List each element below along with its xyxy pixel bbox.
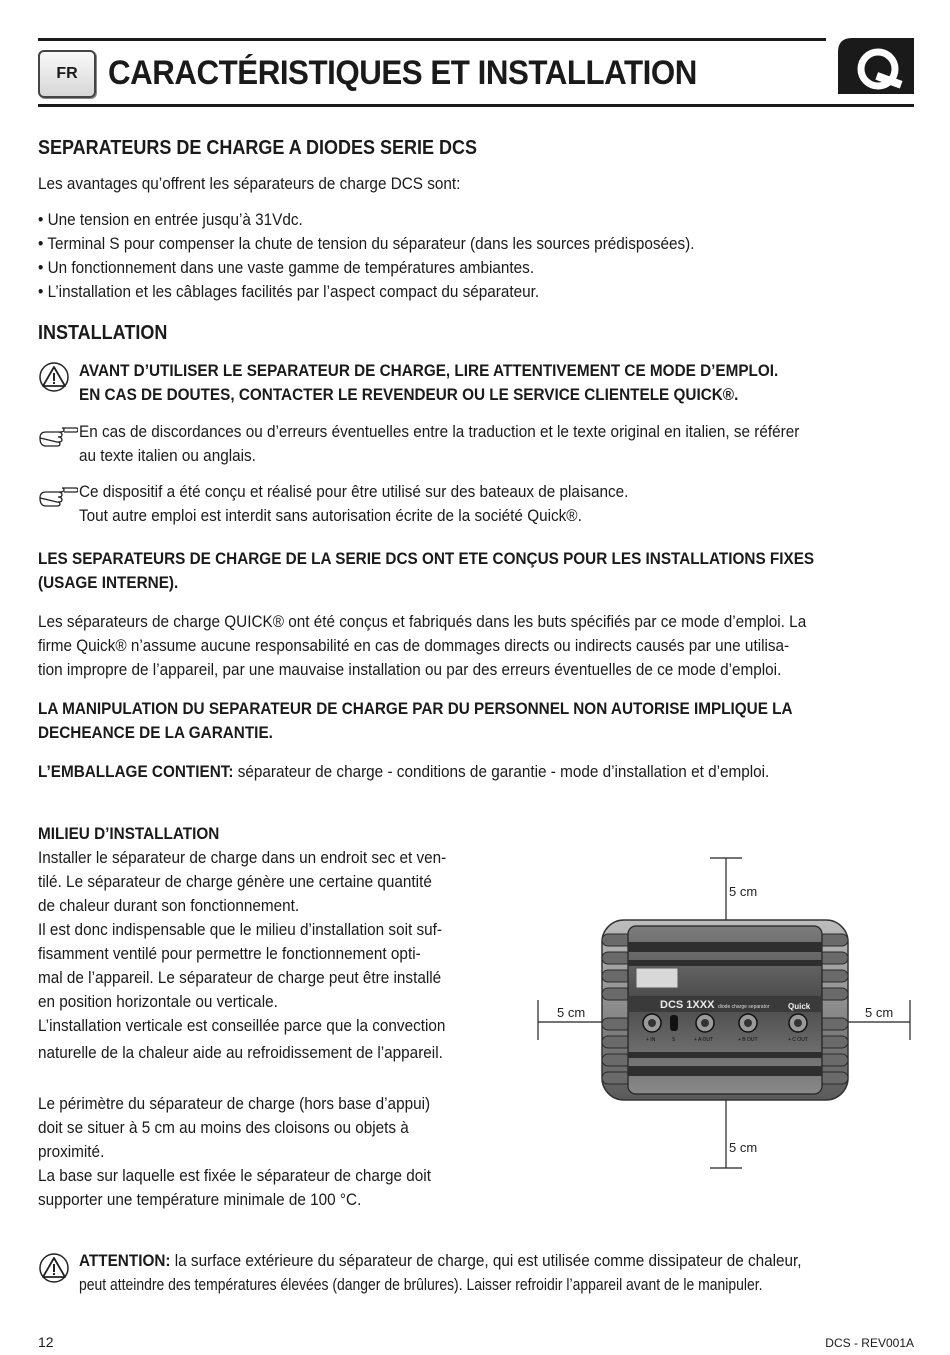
warning-icon [38,1253,70,1283]
subheading-milieu: MILIEU D’INSTALLATION [38,824,220,843]
milieu-line: fisamment ventilé pour permettre le fonctionnement opti- [38,944,421,963]
attention-text: la surface extérieure du séparateur de charge, qui est utilisée comme dissipateur de chaleur, [170,1251,802,1270]
package-label: L’EMBALLAGE CONTIENT: [38,762,234,781]
warranty-warning-line: LA MANIPULATION DU SEPARATEUR DE CHARGE PAR DU PERSONNEL NON AUTORISE IMPLIQUE LA [38,699,793,718]
milieu-line: tilé. Le séparateur de charge génère une certaine quantité [38,872,432,891]
milieu-line: de chaleur durant son fonctionnement. [38,896,300,915]
quick-logo-icon [838,38,914,94]
attention-line [79,1249,802,1273]
fixed-install-line: (USAGE INTERNE). [38,573,179,592]
charge-separator-device [602,920,848,1100]
pointing-hand-icon [38,484,78,508]
note-line: au texte italien ou anglais. [79,446,256,465]
perimeter-line: proximité. [38,1142,105,1161]
dimension-label-right: 5 cm [865,1005,894,1020]
milieu-line: L’installation verticale est conseillée parce que la convection [38,1016,446,1035]
fixed-install-line: LES SEPARATEURS DE CHARGE DE LA SERIE DCS ONT ETE CONÇUS POUR LES INSTALLATIONS FIXES [38,549,815,568]
liability-paragraph-line: firme Quick® n’assume aucune responsabilité en cas de dommages directs ou indirects causés par une utilisa- [38,636,790,655]
perimeter-line: La base sur laquelle est fixée le séparateur de charge doit [38,1166,431,1185]
device-subtitle-label: diode charge separator [718,1004,770,1010]
clearance-diagram [530,850,920,1190]
note-line: En cas de discordances ou d’erreurs éventuelles entre la traduction et le texte original en italien, se référer [79,422,800,441]
section-heading-dcs: SEPARATEURS DE CHARGE A DIODES SERIE DCS [38,137,478,159]
section-heading-installation: INSTALLATION [38,322,168,344]
package-text: séparateur de charge - conditions de garantie - mode d’installation et d’emploi. [233,762,770,781]
bullet-item: • L’installation et les câblages facilités par l’aspect compact du séparateur. [38,282,540,301]
perimeter-line: doit se situer à 5 cm au moins des cloisons ou objets à [38,1118,409,1137]
milieu-line: en position horizontale ou verticale. [38,992,278,1011]
terminal-label: S [672,1037,676,1043]
terminal-label: + IN [646,1037,656,1043]
note-line: Tout autre emploi est interdit sans autorisation écrite de la société Quick®. [79,506,582,525]
package-contents [38,760,769,784]
bullet-item: • Terminal S pour compenser la chute de tension du séparateur (dans les sources prédisposées). [38,234,695,253]
header-rule-bottom [38,104,914,107]
milieu-line: Installer le séparateur de charge dans un endroit sec et ven- [38,848,447,867]
dimension-label-top: 5 cm [729,884,758,899]
liability-paragraph-line: tion impropre de l’appareil, par une mauvaise installation ou par des erreurs éventuelles de ce mode d’emploi. [38,660,782,679]
page-number: 12 [38,1334,54,1350]
perimeter-line: supporter une température minimale de 100 °C. [38,1190,362,1209]
dimension-bottom [710,1100,742,1168]
header-rule-top [38,38,826,41]
warning-line: AVANT D’UTILISER LE SEPARATEUR DE CHARGE, LIRE ATTENTIVEMENT CE MODE D’EMPLOI. [79,361,779,380]
device-model-label: DCS 1XXX [660,999,715,1011]
language-badge: FR [38,50,96,98]
page-title: CARACTÉRISTIQUES ET INSTALLATION [108,54,697,92]
intro-text: Les avantages qu’offrent les séparateurs de charge DCS sont: [38,174,461,193]
perimeter-line: Le périmètre du séparateur de charge (hors base d’appui) [38,1094,431,1113]
warning-line: EN CAS DE DOUTES, CONTACTER LE REVENDEUR OU LE SERVICE CLIENTELE QUICK®. [79,385,739,404]
liability-paragraph-line: Les séparateurs de charge QUICK® ont été conçus et fabriqués dans les buts spécifiés par ce mode d’emploi. La [38,612,807,631]
terminal-label: + B OUT [738,1037,758,1043]
dimension-label-bottom: 5 cm [729,1140,758,1155]
device-brand-label: Quick [788,1002,811,1011]
attention-line: peut atteindre des températures élevées (danger de brûlures). Laisser refroidir l’appareil avant de le manipuler. [79,1275,763,1294]
pointing-hand-icon [38,424,78,448]
dimension-label-left: 5 cm [557,1005,586,1020]
milieu-line: naturelle de la chaleur aide au refroidissement de l’appareil. [38,1043,443,1062]
terminal-label: + A OUT [694,1037,714,1043]
note-line: Ce dispositif a été conçu et réalisé pour être utilisé sur des bateaux de plaisance. [79,482,629,501]
warranty-warning-line: DECHEANCE DE LA GARANTIE. [38,723,273,742]
warning-icon [38,362,70,392]
terminal-label: + C OUT [788,1037,808,1043]
milieu-line: mal de l’appareil. Le séparateur de charge peut être installé [38,968,442,987]
milieu-line: Il est donc indispensable que le milieu d’installation soit suf- [38,920,442,939]
bullet-item: • Une tension en entrée jusqu’à 31Vdc. [38,210,303,229]
document-reference: DCS - REV001A [825,1336,914,1350]
bullet-item: • Un fonctionnement dans une vaste gamme de températures ambiantes. [38,258,535,277]
attention-label: ATTENTION: [79,1251,171,1270]
